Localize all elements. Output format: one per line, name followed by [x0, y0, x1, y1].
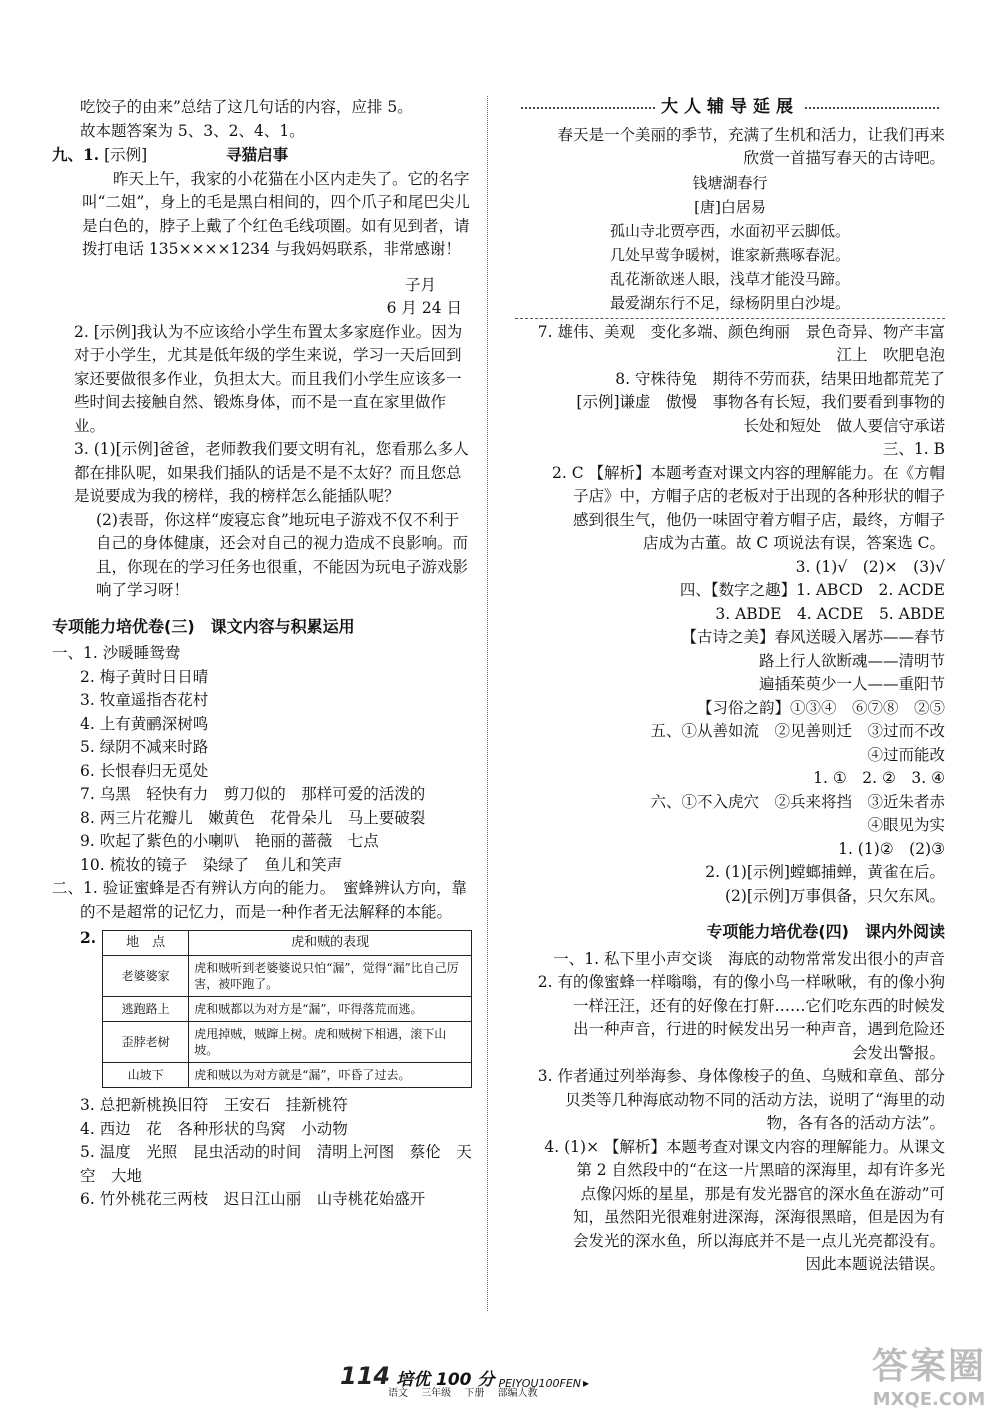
chevron-right-icon: ▸ [583, 1376, 590, 1390]
tiger-thief-table [102, 930, 472, 1088]
s3-part4-line1: 四、【数字之趣】1. ABCD 2. ACDE [679, 581, 945, 599]
meta-edition: 部编人教 [497, 1388, 538, 1399]
s3-part5-line2: ④过而能改 [867, 745, 945, 764]
s3-part5-line1: 五、①从善如流 ②见善则迁 ③过而不改 [650, 722, 945, 740]
table-cell-behavior: 虎和贼听到老婆婆说只怕“漏”，觉得“漏”比自己厉害，被吓跑了。 [189, 956, 472, 997]
table-header-cell: 地 点 [103, 931, 189, 956]
q3-answer-b: (2)表哥，你这样“废寝忘食”地玩电子游戏不仅不利于自己的身体健康，还会对自己的视力造成不良影响。而且，你现在的学习任务也很重，不能因为玩电子游戏影响了学习呀！ [96, 510, 469, 599]
table-header-row [103, 931, 472, 956]
left-column [52, 96, 472, 1212]
section3-title: 专项能力培优卷(三) 课文内容与积累运用 [52, 616, 355, 636]
watermark [872, 1338, 986, 1410]
dotted-rule [521, 107, 655, 109]
s3-part2-q6: 6. 竹外桃花三两枝 迟日江山丽 山寺桃花始盛开 [80, 1190, 426, 1208]
page-number: 114 [340, 1362, 391, 1390]
lost-cat-notice: 昨天上午，我家的小花猫在小区内走失了。它的名字叫“二姐”，身上的毛是黑白相间的，四个爪子和尾巴尖儿是白色的，脖子上戴了个红色毛线项圈。如有见到者，请拨打电话 135××××1234 与我妈妈联系，非常感谢！ [82, 169, 470, 258]
s3-item-4: 4. 上有黄鹂深树鸣 [80, 714, 209, 733]
s3-item-2: 2. 梅子黄时日日晴 [80, 667, 209, 686]
poem-title: 钱塘湖春行 [692, 173, 768, 192]
s3-part3-q1: 三、1. B [882, 440, 945, 458]
s3-item-10: 10. 梳妆的镜子 染绿了 鱼儿和笑声 [80, 855, 343, 874]
s3-part6-line4: 2. (1)[示例]螳螂捕蝉，黄雀在后。 [705, 863, 945, 881]
s3-part4-line3: 【古诗之美】春风送暖入屠苏——春节 [681, 628, 945, 646]
table-row [103, 997, 472, 1022]
table-cell-place: 歪脖老树 [103, 1022, 189, 1063]
table-row [103, 1063, 472, 1088]
poem-line: 乱花渐欲迷人眼，浅草才能没马蹄。 [609, 269, 850, 288]
brand-name: 培优 100 分 [396, 1370, 495, 1390]
table-cell-behavior: 虎和贼都以为对方是“漏”，吓得落荒而逃。 [189, 997, 472, 1022]
s3-part4-line2: 3. ABDE 4. ACDE 5. ABDE [715, 604, 945, 623]
s3-part2-q5: 5. 温度 光照 昆虫活动的时间 清明上河图 蔡伦 天空 大地 [80, 1143, 472, 1185]
s3-part4-line4: 路上行人欲断魂——清明节 [758, 651, 945, 670]
table-cell-behavior: 虎甩掉贼，贼蹿上树。虎和贼树下相遇，滚下山坡。 [189, 1022, 472, 1063]
s3-item-8: 8. 两三片花瓣儿 嫩黄色 花骨朵儿 马上要破裂 [80, 808, 426, 827]
intro-line-2: 故本题答案为 5、3、2、4、1。 [80, 121, 305, 140]
dotted-rule [805, 107, 939, 109]
notice-title: 寻猫启事 [226, 145, 289, 164]
dashed-separator [515, 318, 945, 319]
s3-item-5: 5. 绿阴不减来时路 [80, 738, 209, 756]
s3-part5-line3: 1. ① 2. ② 3. ④ [813, 769, 945, 787]
page-footer [340, 1362, 590, 1399]
table-row [103, 1022, 472, 1063]
extension-title: 大人辅导延展 [661, 97, 799, 117]
right-column [515, 96, 961, 1277]
q7-answer: 7. 雄伟、美观 变化多端、颜色绚丽 景色奇异、物产丰富 江上 吹肥皂泡 [537, 322, 961, 364]
s4-q4: 4. (1)× 【解析】本题考查对课文内容的理解能力。从课文第 2 自然段中的“在这一片黑暗的深海里，却有许多光点像闪烁的星星，那是有发光器官的深水鱼在游动”可知，虽然阳光很难射进深海，深海很黑暗，但是因为有会发光的深水鱼，所以海底并不是一点儿光亮都没有。因此本题说法错误。 [544, 1137, 945, 1273]
table-cell-behavior: 虎和贼以为对方就是“漏”，吓昏了过去。 [189, 1063, 472, 1088]
q8-answer: 8. 守株待兔 期待不劳而获，结果田地都荒芜了 [615, 369, 945, 388]
intro-line-1: 吃饺子的由来”总结了这几句话的内容，应排 5。 [80, 98, 413, 116]
table-cell-place: 山坡下 [103, 1063, 189, 1088]
s3-part3-q3: 3. (1)√ (2)× (3)√ [795, 557, 945, 576]
meta-grade: 三年级 [421, 1388, 452, 1399]
q3-answer-a: 3. (1)[示例]爸爸，老师教我们要文明有礼，您看那么多人都在排队呢，如果我们插队的话是不是不太好？而且您总是说要成为我的榜样，我的榜样怎么能插队呢？ [74, 440, 469, 505]
s3-part2-q3: 3. 总把新桃换旧符 王安石 挂新桃符 [80, 1096, 348, 1114]
s3-part6-line3: 1. (1)② (2)③ [838, 839, 945, 858]
extension-header [515, 96, 945, 120]
s3-part4-line5: 遍插茱萸少一人——重阳节 [758, 675, 945, 693]
s3-item-3: 3. 牧童遥指杏花村 [80, 691, 209, 709]
meta-term: 下册 [464, 1388, 485, 1399]
poem-line: 几处早莺争暖树，谁家新燕啄春泥。 [609, 245, 850, 264]
s3-part6-line1: 六、①不入虎穴 ②兵来将挡 ③近朱者赤 [650, 792, 945, 811]
s4-q2: 2. 有的像蜜蜂一样嗡嗡，有的像小鸟一样啾啾，有的像小狗一样汪汪，还有的好像在打鼾……它们吃东西的时候发出一种声音，行进的时候发出另一种声音，遇到危险还会发出警报。 [537, 973, 945, 1062]
notice-date: 6 月 24 日 [386, 299, 462, 317]
s3-item-7: 7. 乌黑 轻快有力 剪刀似的 那样可爱的活泼的 [80, 785, 426, 803]
extension-intro: 春天是一个美丽的季节，充满了生机和活力，让我们再来欣赏一首描写春天的古诗吧。 [557, 125, 945, 167]
table-cell-place: 逃跑路上 [103, 997, 189, 1022]
s4-q1: 一、1. 私下里小声交谈 海底的动物常常发出很小的声音 [553, 949, 945, 968]
poem-line: 最爱湖东行不足，绿杨阴里白沙堤。 [609, 293, 850, 312]
watermark-text: 答案圈 [871, 1346, 986, 1387]
book-meta [388, 1384, 548, 1399]
table-row [103, 956, 472, 997]
poem-author: [唐]白居易 [694, 197, 766, 216]
s3-item-9: 9. 吹起了紫色的小喇叭 艳丽的蔷薇 七点 [80, 832, 379, 850]
q9-label: 九、1. [52, 145, 100, 164]
notice-signature: 子月 [404, 275, 436, 294]
s3-part4-line6: 【习俗之韵】①③④ ⑥⑦⑧ ②⑤ [696, 698, 945, 717]
table-header-cell: 虎和贼的表现 [189, 931, 472, 956]
section3-part1 [52, 642, 472, 877]
brand-name-latin: PEIYOU100FEN [498, 1377, 582, 1390]
s3-part2-q1: 二、1. 验证蜜蜂是否有辨认方向的能力。 蜜蜂辨认方向，靠的不是超常的记忆力，而是一种作者无法解释的本能。 [52, 879, 467, 921]
s3-part6-line2: ④眼见为实 [867, 816, 945, 834]
meta-subject: 语文 [388, 1388, 408, 1399]
q9-header [52, 143, 472, 168]
s3-part2-q2-label: 2. [80, 928, 97, 947]
q2-answer: 2. [示例]我认为不应该给小学生布置太多家庭作业。因为对于小学生，尤其是低年级的学生来说，学习一天后回到家还要做很多作业，负担太大。而且我们小学生应该多一些时间去接触自然、锻炼身体，而不是一直在家里做作业。 [74, 322, 463, 435]
watermark-url: MXQE.COM [872, 1389, 986, 1410]
section4-title: 专项能力培优卷(四) 课内外阅读 [706, 922, 945, 941]
poem-line: 孤山寺北贾亭西，水面初平云脚低。 [609, 221, 850, 240]
q8-example: [示例]谦虚 傲慢 事物各有长短，我们要看到事物的长处和短处 做人要信守承诺 [576, 393, 945, 435]
s3-item-6: 6. 长恨春归无觅处 [80, 761, 209, 780]
s4-q3: 3. 作者通过列举海参、身体像梭子的鱼、乌贼和章鱼、部分贝类等几种海底动物不同的活动方法，说明了“海里的动物，各有各的活动方法”。 [537, 1067, 945, 1132]
s3-part2-q4: 4. 西边 花 各种形状的鸟窝 小动物 [80, 1119, 348, 1138]
s3-part3-q2: 2. C 【解析】本题考查对课文内容的理解能力。在《方帽子店》中，方帽子店的老板对于出现的各种形状的帽子感到很生气，他仍一味固守着方帽子店，最终，方帽子店成为古董。故 C 项说法有误，答案选 C。 [551, 463, 945, 552]
table-cell-place: 老婆婆家 [103, 956, 189, 997]
s3-item-1: 一、1. 沙暖睡鸳鸯 [52, 644, 181, 662]
s3-part6-line5: (2)[示例]万事俱备，只欠东风。 [724, 886, 945, 905]
q9-example-tag: [示例] [104, 146, 148, 164]
column-divider [487, 96, 488, 1311]
